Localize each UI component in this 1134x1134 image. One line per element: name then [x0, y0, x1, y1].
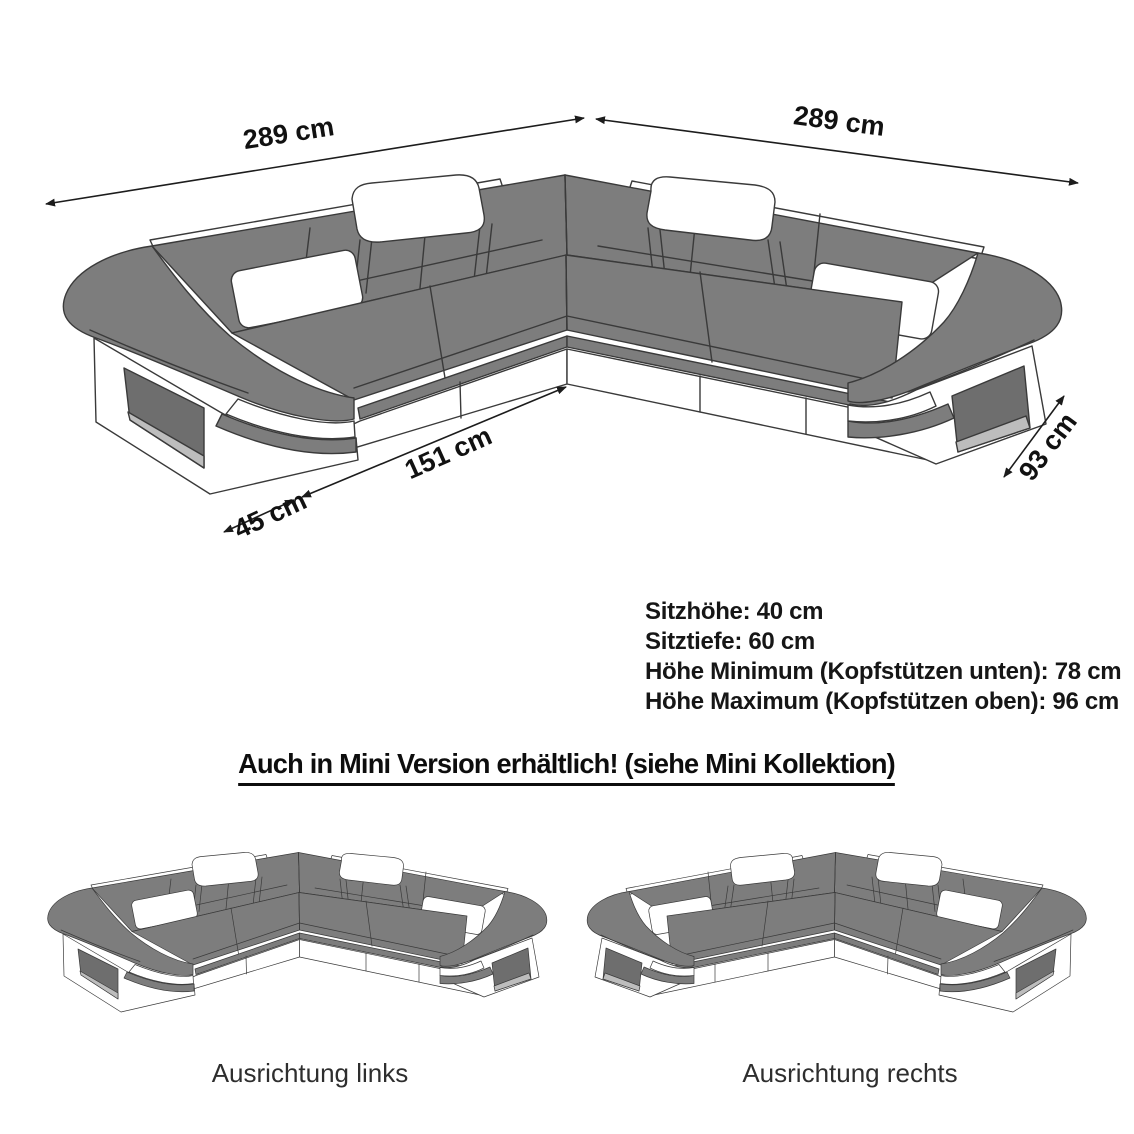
- dimension-label-back-right: 289 cm: [791, 100, 887, 142]
- spec-height-max: Höhe Maximum (Kopfstützen oben): 96 cm: [645, 688, 1119, 715]
- caption-orientation-right: Ausrichtung rechts: [742, 1058, 958, 1088]
- mini-sofa-right-orientation: [587, 852, 1086, 1012]
- dimension-label-front-long: 151 cm: [400, 420, 497, 486]
- dimension-label-front-short: 45 cm: [229, 485, 312, 545]
- dimension-label-depth-right: 93 cm: [1012, 406, 1083, 487]
- dimension-label-back-left: 289 cm: [241, 111, 337, 156]
- mini-version-heading: Auch in Mini Version erhältlich! (siehe Mini Kollektion): [239, 748, 896, 786]
- spec-seat-depth: Sitztiefe: 60 cm: [645, 628, 815, 655]
- corner-sofa-illustration: [63, 175, 1061, 494]
- measurement-specs: [645, 597, 1125, 717]
- mini-variant-illustrations: [0, 845, 1134, 1045]
- spec-seat-height: Sitzhöhe: 40 cm: [645, 598, 824, 625]
- spec-height-min: Höhe Minimum (Kopfstützen unten): 78 cm: [645, 658, 1122, 685]
- mini-version-heading-row: [0, 748, 1134, 786]
- mini-sofa-left-orientation: [48, 852, 547, 1012]
- caption-orientation-left: Ausrichtung links: [211, 1058, 409, 1088]
